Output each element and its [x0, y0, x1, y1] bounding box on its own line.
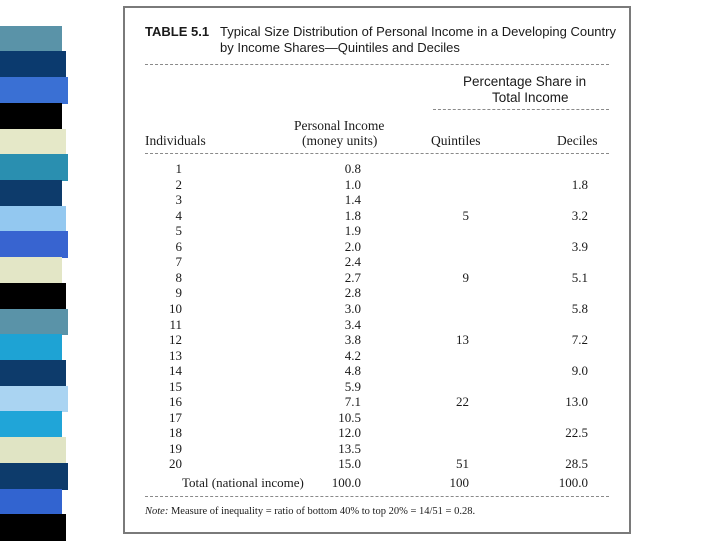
title-rule: [145, 64, 609, 65]
cell-individual: 8: [175, 269, 182, 285]
cell-income: 15.0: [338, 456, 361, 472]
stripe-block: [0, 334, 62, 361]
cell-individual: 16: [169, 394, 182, 410]
table-row: [125, 363, 629, 379]
cell-income: 0.8: [344, 161, 361, 176]
stripe-block: [0, 206, 66, 233]
cell-individual: 12: [169, 332, 182, 348]
note: [145, 506, 475, 517]
note-label: Note:: [145, 506, 169, 517]
cell-income: 2.7: [344, 269, 361, 285]
table-row: [125, 348, 629, 364]
cell-decile: 28.5: [565, 456, 588, 472]
total-quintiles: 100: [449, 475, 469, 490]
total-income: 100.0: [331, 475, 361, 490]
stripe-block: [0, 51, 66, 78]
stripe-block: [0, 283, 66, 310]
cell-quintile: 9: [462, 269, 469, 285]
cell-individual: 7: [175, 254, 182, 270]
cell-individual: 9: [175, 285, 182, 301]
cell-income: 2.0: [344, 238, 361, 254]
total-deciles: 100.0: [558, 475, 588, 490]
header-deciles: Deciles: [557, 133, 598, 148]
cell-decile: 9.0: [571, 363, 588, 379]
cell-income: 13.5: [338, 440, 361, 456]
header-rule: [145, 153, 609, 154]
cell-income: 3.0: [344, 300, 361, 316]
table-row: [125, 394, 629, 410]
cell-decile: 7.2: [571, 332, 588, 348]
cell-individual: 14: [169, 363, 182, 379]
table-row: [125, 177, 629, 193]
note-text: Measure of inequality = ratio of bottom 40% to top 20% = 14/51 = 0.28.: [168, 506, 476, 517]
cell-individual: 4: [175, 207, 182, 223]
stripe-block: [0, 514, 66, 541]
cell-individual: 17: [169, 409, 182, 425]
table-row: [125, 410, 629, 426]
stripe-block: [0, 489, 62, 516]
cell-individual: 20: [169, 456, 182, 472]
stripe-block: [0, 386, 68, 413]
table-title-line-2: by Income Shares—Quintiles and Deciles: [220, 40, 460, 55]
cell-income: 1.8: [344, 207, 361, 223]
header-income-line-2: (money units): [302, 133, 378, 148]
table-row: [125, 192, 629, 208]
stripe-block: [0, 257, 62, 284]
header-individuals: Individuals: [145, 133, 206, 148]
header-income-line-1: Personal Income: [294, 118, 385, 133]
cell-decile: 3.2: [571, 207, 588, 223]
cell-individual: 5: [175, 223, 182, 239]
cell-income: 4.8: [344, 363, 361, 379]
cell-quintile: 51: [456, 456, 469, 472]
stripe-block: [0, 77, 68, 104]
stripe-block: [0, 309, 68, 336]
table-title-line-1: Typical Size Distribution of Personal Income in a Developing Country: [220, 24, 616, 39]
cell-quintile: 5: [462, 207, 469, 223]
cell-income: 4.2: [344, 347, 361, 363]
cell-income: 2.4: [344, 254, 361, 270]
header-quintiles: Quintiles: [431, 133, 481, 148]
cell-quintile: 13: [456, 332, 469, 348]
stripe-block: [0, 463, 68, 490]
table-row: [125, 223, 629, 239]
cell-income: 2.8: [344, 285, 361, 301]
cell-individual: 2: [175, 176, 182, 192]
cell-individual: 3: [175, 192, 182, 208]
table-row: [125, 332, 629, 348]
cell-income: 5.9: [344, 378, 361, 394]
total-label: Total (national income): [182, 475, 304, 490]
cell-income: 3.8: [344, 332, 361, 348]
table-row: [125, 456, 629, 472]
cell-decile: 1.8: [571, 176, 588, 192]
cell-decile: 5.8: [571, 300, 588, 316]
cell-decile: 13.0: [565, 394, 588, 410]
table-row: [125, 317, 629, 333]
stripe-block: [0, 180, 62, 207]
table-row: [125, 208, 629, 224]
cell-income: 1.0: [344, 176, 361, 192]
cell-decile: 22.5: [565, 425, 588, 441]
header-share-line-2: Total Income: [492, 90, 569, 105]
table-row: [125, 239, 629, 255]
cell-income: 3.4: [344, 316, 361, 332]
table-row: [125, 301, 629, 317]
cell-income: 10.5: [338, 409, 361, 425]
cell-individual: 10: [169, 300, 182, 316]
table-row: [125, 161, 629, 177]
table-label: TABLE 5.1: [145, 24, 210, 39]
cell-income: 1.4: [344, 192, 361, 208]
cell-individual: 18: [169, 425, 182, 441]
stripe-block: [0, 0, 68, 27]
header-share-line-1: Percentage Share in: [463, 74, 587, 89]
cell-individual: 6: [175, 238, 182, 254]
cell-decile: 5.1: [571, 269, 588, 285]
cell-income: 12.0: [338, 425, 361, 441]
table-row: [125, 285, 629, 301]
stripe-block: [0, 231, 68, 258]
cell-individual: 19: [169, 440, 182, 456]
cell-individual: 13: [169, 347, 182, 363]
table-row: [125, 425, 629, 441]
table-row: [125, 270, 629, 286]
stripe-block: [0, 129, 66, 156]
total-rule: [145, 496, 609, 497]
cell-individual: 15: [169, 378, 182, 394]
stripe-block: [0, 154, 68, 181]
table-row: [125, 379, 629, 395]
cell-individual: 1: [175, 161, 182, 176]
cell-decile: 3.9: [571, 238, 588, 254]
table-row: [125, 254, 629, 270]
cell-income: 1.9: [344, 223, 361, 239]
table-panel: [123, 6, 631, 534]
cell-quintile: 22: [456, 394, 469, 410]
table-row: [125, 441, 629, 457]
share-header-rule: [433, 109, 609, 110]
cell-income: 7.1: [344, 394, 361, 410]
stripe-block: [0, 411, 62, 438]
decorative-stripe: [0, 0, 68, 540]
stripe-block: [0, 360, 66, 387]
cell-individual: 11: [169, 316, 182, 332]
stripe-block: [0, 103, 62, 130]
stripe-block: [0, 26, 62, 53]
stripe-block: [0, 437, 66, 464]
